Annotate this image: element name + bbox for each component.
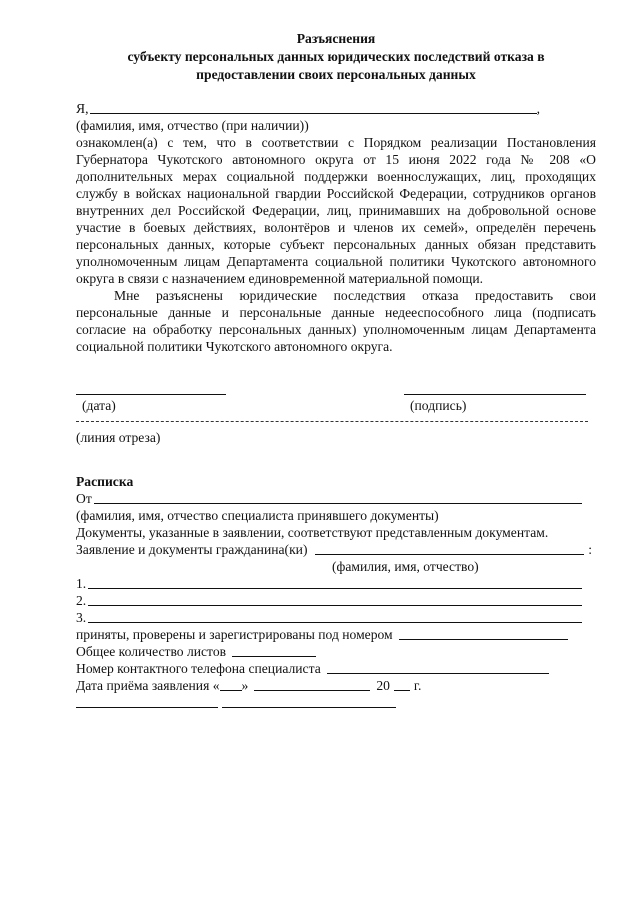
item-row-2 — [76, 592, 596, 609]
citizen-hint: (фамилия, имя, отчество) — [332, 559, 479, 574]
citizen-name-field[interactable] — [315, 541, 584, 555]
sheets-count-field[interactable] — [232, 643, 316, 657]
title-line-2: субъекту персональных данных юридических последствий отказа в — [127, 49, 545, 64]
colon: : — [588, 542, 592, 557]
date-suffix: г. — [413, 678, 422, 693]
sign-label: (подпись) — [410, 398, 467, 413]
item-number-2: 2. — [76, 593, 87, 608]
registration-number-field[interactable] — [399, 626, 568, 640]
item-number-1: 1. — [76, 576, 87, 591]
comma: , — [536, 101, 540, 116]
cut-line — [76, 421, 588, 422]
specialist-hint: (фамилия, имя, отчество специалиста принявшего документы) — [76, 508, 439, 523]
receipt-heading: Расписка — [76, 474, 134, 489]
final-line-2[interactable] — [222, 694, 396, 708]
document-title — [76, 30, 596, 84]
date-prefix: Дата приёма заявления « — [76, 678, 220, 693]
item-field-1[interactable] — [88, 575, 582, 589]
application-row — [76, 541, 596, 558]
paragraph-1: ознакомлен(а) с тем, что в соответствии с Порядком реализации Постановления Губернатора Чукотского автономного округа от 15 июня 2022 года № 208 «О дополнительных мерах социальной поддержки военнослужащих, лиц, проходящих службу в войсках национальной гвардии Российской Федерации, сотрудников органов внутренних дел Российской Федерации, лиц, принимавших на добровольной основе участие в боевых действиях, волонтёров и членов их семей», определён перечень персональных данных, которые субъект персональных данных обязан представить уполномоченным лицам Департамента социальной политики Чукотского автономного округа в связи с назначением единовременной материальной помощи. — [76, 135, 596, 286]
date-year: 20 — [376, 678, 390, 693]
document-page — [76, 30, 596, 711]
date-mid: » — [241, 678, 249, 693]
item-row-1 — [76, 575, 596, 592]
application-label: Заявление и документы гражданина(ки) — [76, 542, 308, 557]
cut-label: (линия отреза) — [76, 430, 161, 445]
item-field-3[interactable] — [88, 609, 582, 623]
docs-match-text: Документы, указанные в заявлении, соответствуют представленным документам. — [76, 525, 549, 540]
phone-label: Номер контактного телефона специалиста — [76, 661, 321, 676]
date-signature-line[interactable] — [76, 393, 226, 395]
applicant-name-row — [76, 100, 596, 117]
item-field-2[interactable] — [88, 592, 582, 606]
item-number-3: 3. — [76, 610, 87, 625]
paragraph-2: Мне разъяснены юридические последствия отказа предоставить свои персональные данные и персональные данные недееспособного лица (подписать согласие на обработку персональных данных) уполномоченным лицам Департамента социальной политики Чукотского автономного округа. — [76, 288, 596, 354]
sheets-row — [76, 643, 596, 660]
item-row-3 — [76, 609, 596, 626]
signature-block — [76, 355, 596, 447]
day-field[interactable] — [220, 677, 242, 691]
date-label: (дата) — [82, 398, 116, 413]
final-line-1[interactable] — [76, 694, 218, 708]
i-label: Я, — [76, 101, 89, 116]
date-row — [76, 677, 596, 694]
phone-row — [76, 660, 596, 677]
month-field[interactable] — [254, 677, 370, 691]
title-line-3: предоставлении своих персональных данных — [196, 67, 476, 82]
registered-label: приняты, проверены и зарегистрированы под номером — [76, 627, 393, 642]
final-signature-row — [76, 694, 596, 711]
from-label: От — [76, 491, 92, 506]
phone-field[interactable] — [327, 660, 549, 674]
sign-signature-line[interactable] — [404, 393, 586, 395]
fio-hint: (фамилия, имя, отчество (при наличии)) — [76, 118, 309, 133]
specialist-name-field[interactable] — [94, 490, 582, 504]
title-line-1: Разъяснения — [296, 31, 376, 46]
registered-row — [76, 626, 596, 643]
from-row — [76, 490, 596, 507]
applicant-name-field[interactable] — [90, 100, 536, 114]
sheets-label: Общее количество листов — [76, 644, 227, 659]
year-field[interactable] — [394, 677, 410, 691]
